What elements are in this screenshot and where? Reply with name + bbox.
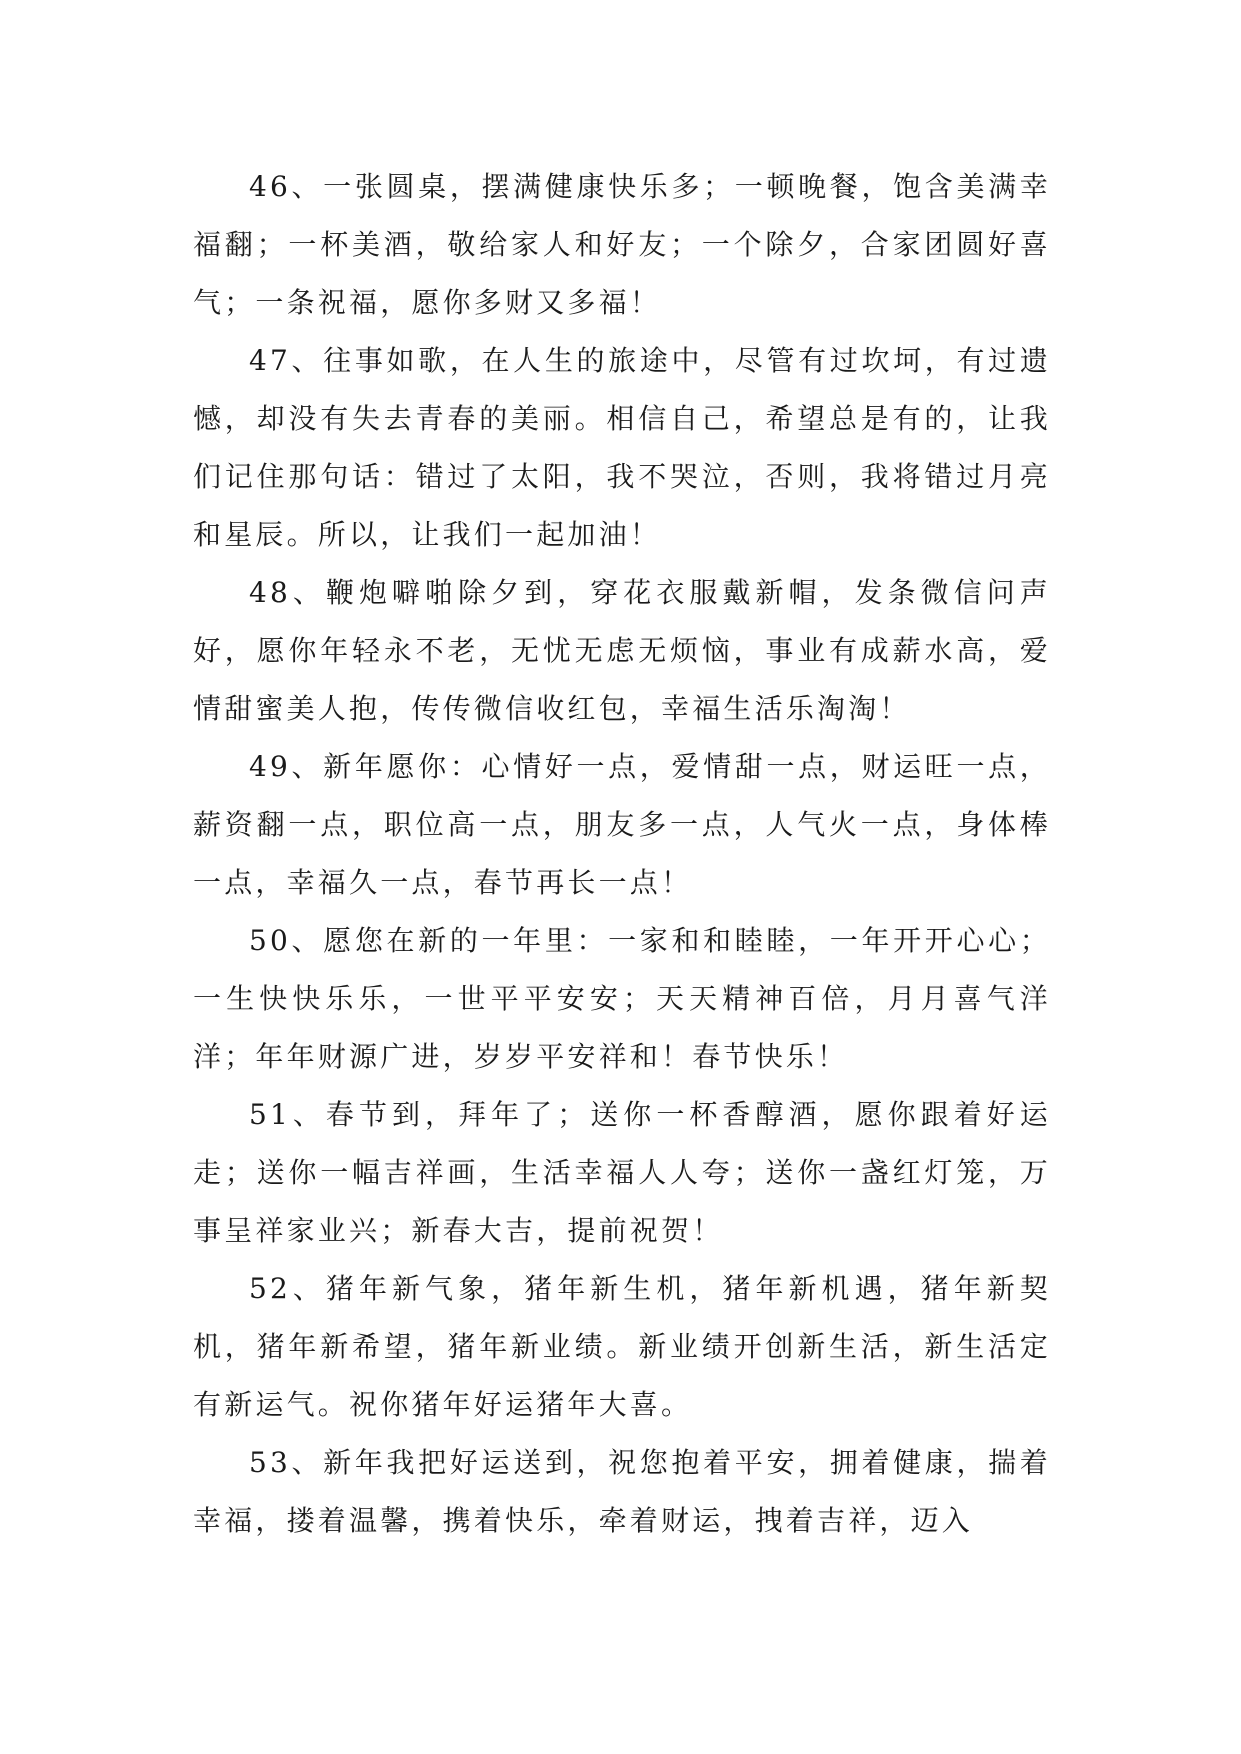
paragraph-47: 47、往事如歌，在人生的旅途中，尽管有过坎坷，有过遗憾，却没有失去青春的美丽。相信自己，希望总是有的，让我们记住那句话：错过了太阳，我不哭泣，否则，我将错过月亮和星辰。所以，让我们一起加油！ [193, 344, 1051, 551]
paragraph-49: 49、新年愿你：心情好一点，爱情甜一点，财运旺一点，薪资翻一点，职位高一点，朋友多一点，人气火一点，身体棒一点，幸福久一点，春节再长一点！ [193, 750, 1051, 899]
paragraph-50: 50、愿您在新的一年里：一家和和睦睦，一年开开心心；一生快快乐乐，一世平平安安；天天精神百倍，月月喜气洋洋；年年财源广进，岁岁平安祥和！春节快乐！ [193, 924, 1051, 1073]
paragraph-53: 53、新年我把好运送到，祝您抱着平安，拥着健康，揣着幸福，搂着温馨，携着快乐，牵着财运，拽着吉祥，迈入 [193, 1446, 1051, 1537]
paragraph-51: 51、春节到，拜年了；送你一杯香醇酒，愿你跟着好运走；送你一幅吉祥画，生活幸福人人夸；送你一盏红灯笼，万事呈祥家业兴；新春大吉，提前祝贺！ [193, 1098, 1051, 1247]
document-body [193, 158, 1051, 1550]
paragraph-52: 52、猪年新气象，猪年新生机，猪年新机遇，猪年新契机，猪年新希望，猪年新业绩。新业绩开创新生活，新生活定有新运气。祝你猪年好运猪年大喜。 [193, 1272, 1051, 1421]
paragraph-46: 46、一张圆桌，摆满健康快乐多；一顿晚餐，饱含美满幸福翻；一杯美酒，敬给家人和好友；一个除夕，合家团圆好喜气；一条祝福，愿你多财又多福！ [193, 170, 1051, 319]
paragraph-48: 48、鞭炮噼啪除夕到，穿花衣服戴新帽，发条微信问声好，愿你年轻永不老，无忧无虑无烦恼，事业有成薪水高，爱情甜蜜美人抱，传传微信收红包，幸福生活乐淘淘！ [193, 576, 1051, 725]
